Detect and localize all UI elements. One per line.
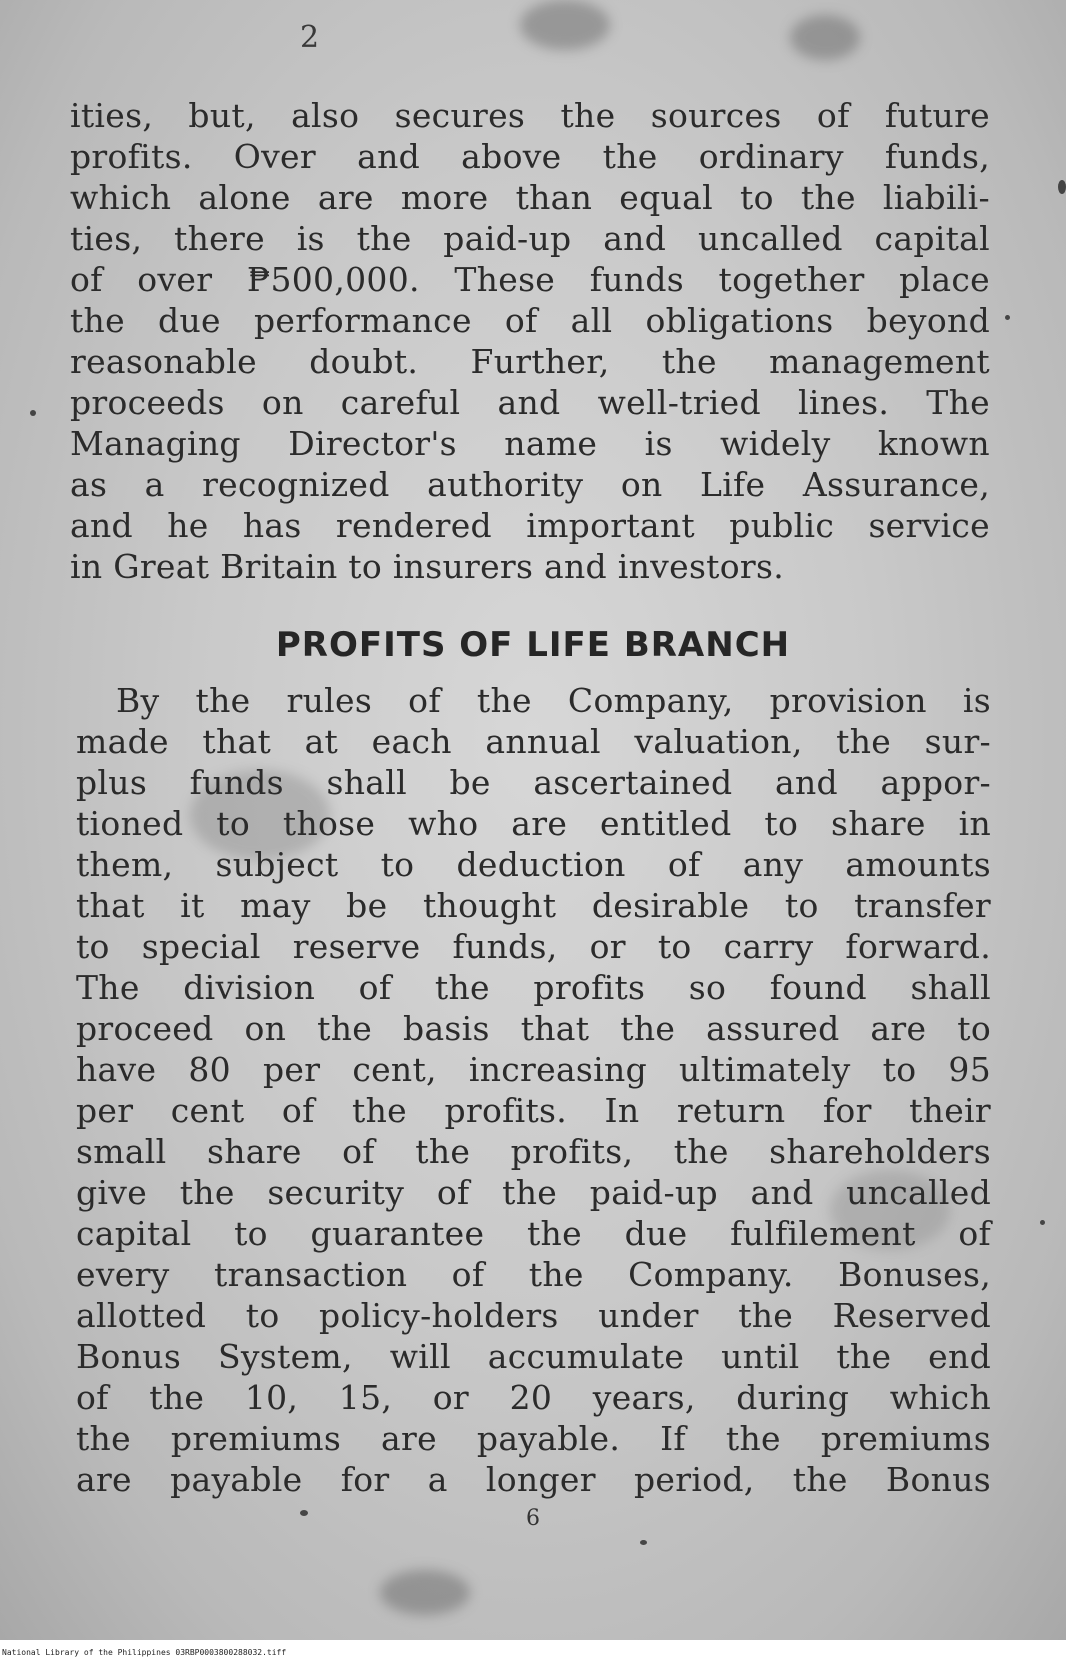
text-line: ties, there is the paid-up and uncalled capital (70, 219, 990, 258)
text-line: the premiums are payable. If the premiums (76, 1419, 991, 1458)
text-line: plus funds shall be ascertained and appor- (76, 763, 991, 802)
text-line: Managing Director's name is widely known (70, 424, 990, 463)
paragraph-continuation (70, 95, 990, 587)
text-line: proceed on the basis that the assured are to (76, 1009, 991, 1048)
speck (1058, 180, 1066, 194)
text-line: of over ₱500,000. These funds together place (70, 260, 990, 299)
text-line: capital to guarantee the due fulfilement of (76, 1214, 991, 1253)
speck (640, 1540, 647, 1545)
text-line: them, subject to deduction of any amounts (76, 845, 991, 884)
text-line: every transaction of the Company. Bonuses, (76, 1255, 991, 1294)
page-number: 6 (526, 1506, 540, 1531)
scan-source-label: National Library of the Philippines 03RBP0003800288032.tiff (2, 1648, 287, 1657)
text-line: profits. Over and above the ordinary funds, (70, 137, 990, 176)
text-line: that it may be thought desirable to transfer (76, 886, 991, 925)
text-line: small share of the profits, the shareholders (76, 1132, 991, 1171)
text-line: tioned to those who are entitled to share in (76, 804, 991, 843)
paragraph-profits (76, 680, 991, 1500)
text-line: in Great Britain to insurers and investors. (70, 547, 785, 586)
text-line: made that at each annual valuation, the sur- (76, 722, 991, 761)
speck (1040, 1220, 1045, 1225)
stain (790, 15, 860, 60)
text-line: of the 10, 15, or 20 years, during which (76, 1378, 991, 1417)
text-line: reasonable doubt. Further, the management (70, 342, 990, 381)
text-line: give the security of the paid-up and uncalled (76, 1173, 991, 1212)
text-line: are payable for a longer period, the Bonus (76, 1460, 991, 1499)
text-line: have 80 per cent, increasing ultimately to 95 (76, 1050, 991, 1089)
text-line: per cent of the profits. In return for their (76, 1091, 991, 1130)
text-line: as a recognized authority on Life Assurance, (70, 465, 990, 504)
text-line: ities, but, also secures the sources of future (70, 96, 990, 135)
text-line: The division of the profits so found shall (76, 968, 991, 1007)
text-line: By the rules of the Company, provision is (116, 681, 991, 720)
stain (520, 0, 610, 50)
text-line: to special reserve funds, or to carry forward. (76, 927, 991, 966)
stain (380, 1570, 470, 1615)
speck (30, 410, 36, 416)
speck (1005, 315, 1010, 320)
text-line: proceeds on careful and well-tried lines. The (70, 383, 990, 422)
top-mark: 2 (300, 20, 320, 55)
text-line: Bonus System, will accumulate until the end (76, 1337, 991, 1376)
section-heading: PROFITS OF LIFE BRANCH (275, 625, 791, 665)
text-line: which alone are more than equal to the liabili- (70, 178, 990, 217)
text-line: allotted to policy-holders under the Reserved (76, 1296, 991, 1335)
text-line: the due performance of all obligations beyond (70, 301, 990, 340)
text-line: and he has rendered important public service (70, 506, 990, 545)
